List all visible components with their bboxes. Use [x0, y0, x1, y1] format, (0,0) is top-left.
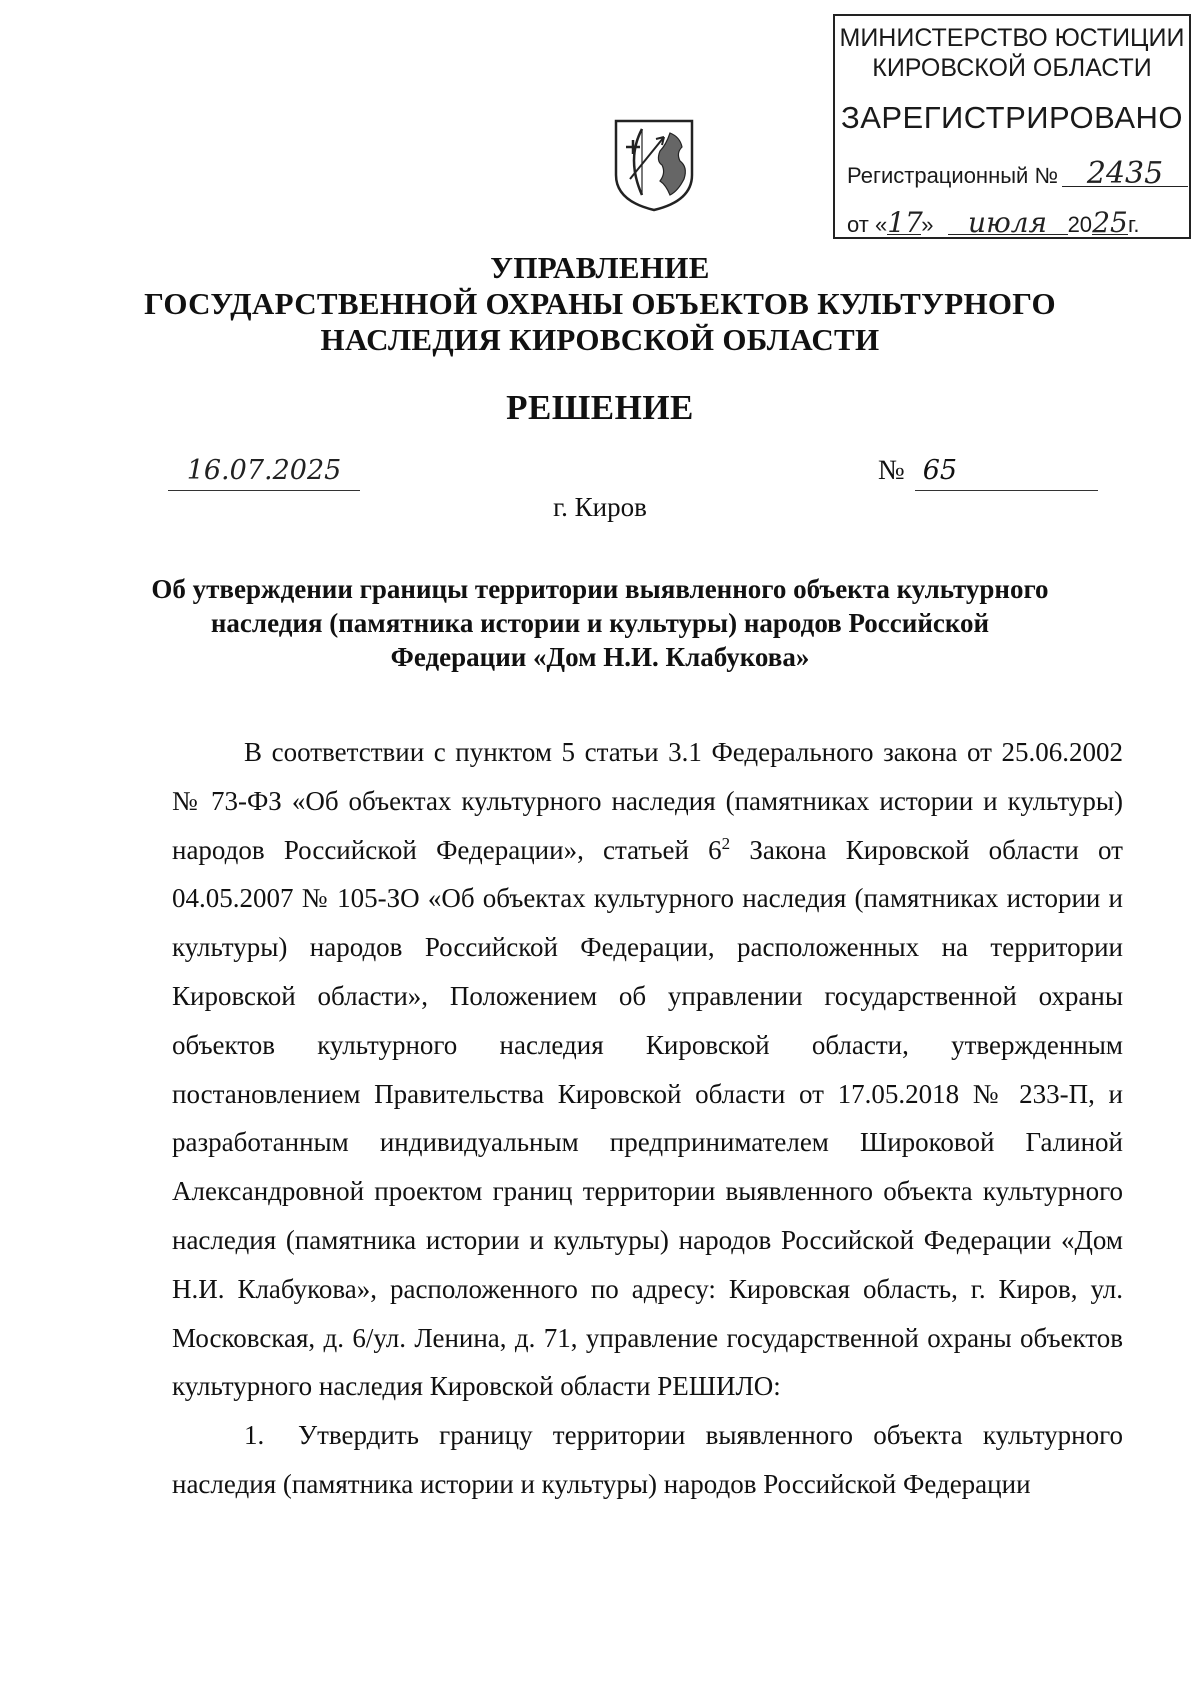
stamp-day: 17 [887, 206, 923, 239]
stamp-date-prefix: от « [847, 212, 888, 237]
preamble-paragraph [172, 728, 1123, 1411]
decision-body [172, 728, 1123, 1509]
stamp-region-line: КИРОВСКОЙ ОБЛАСТИ [872, 54, 1152, 82]
org-line-1: УПРАВЛЕНИЕ [490, 250, 710, 285]
resolution-item-1 [172, 1411, 1123, 1509]
stamp-year-prefix: 20 [1067, 212, 1093, 237]
kirov-coat-of-arms-icon [612, 117, 696, 213]
city-name: г. Киров [553, 492, 647, 522]
stamp-month: июля [948, 212, 1068, 235]
stamp-registration-row [847, 156, 1188, 191]
decision-date: 16.07.2025 [168, 452, 360, 491]
organization-name [0, 250, 1200, 358]
org-line-2: ГОСУДАРСТВЕННОЙ ОХРАНЫ ОБЪЕКТОВ КУЛЬТУРНОГО [144, 286, 1056, 321]
registration-stamp [833, 14, 1191, 239]
document-type-title: РЕШЕНИЕ [506, 388, 694, 427]
stamp-date-row [847, 206, 1140, 239]
preamble-text-1: В соответствии с пунктом 5 статьи 3.1 Федерального закона от 25.06.2002 № 73-ФЗ «Об объектах культурного наследия (памятниках истории и культуры) народов Российской Федерации», статьей 6 [172, 737, 1123, 865]
stamp-status: ЗАРЕГИСТРИРОВАНО [840, 100, 1183, 135]
item-text: Утвердить границу территории выявленного объекта культурного наследия (памятника истории и культуры) народов Российской Федерации [172, 1420, 1123, 1499]
decision-number-label: № [878, 455, 905, 486]
subject-line-3: Федерации «Дом Н.И. Клабукова» [390, 642, 810, 672]
decision-number: 65 [915, 452, 1098, 491]
decision-subject [0, 572, 1200, 674]
stamp-registration-label: Регистрационный № [847, 163, 1059, 188]
stamp-year-end: г. [1128, 212, 1140, 237]
stamp-year-suffix: 25 [1092, 206, 1128, 239]
preamble-text-2: Закона Кировской области от 04.05.2007 № 105-ЗО «Об объектах культурного наследия (памятниках истории и культуры) народов Российской Федерации, расположенных на территории Кировской области», Положением об управлении государственной охраны объектов культурного наследия Кировской области, утвержденным постановлением Правительства Кировской области от 17.05.2018 № 233-П, и разработанным индивидуальным предпринимателем Широковой Галиной Александровной проектом границ территории выявленного объекта культурного наследия (памятника истории и культуры) народов Российской Федерации «Дом Н.И. Клабукова», расположенного по адресу: Кировская область, г. Киров, ул. Московская, д. 6/ул. Ленина, д. 71, управление государственной охраны объектов культурного наследия Кировской области РЕШИЛО: [172, 834, 1123, 1402]
subject-line-1: Об утверждении границы территории выявленного объекта культурного [151, 574, 1049, 604]
org-line-3: НАСЛЕДИЯ КИРОВСКОЙ ОБЛАСТИ [320, 322, 880, 357]
subject-line-2: наследия (памятника истории и культуры) народов Российской [210, 608, 990, 638]
decision-number-row [878, 452, 1098, 491]
preamble-superscript: 2 [721, 833, 731, 853]
item-number: 1. [244, 1420, 265, 1451]
stamp-registration-number: 2435 [1062, 162, 1188, 187]
stamp-ministry-line: МИНИСТЕРСТВО ЮСТИЦИИ [839, 24, 1185, 52]
stamp-date-mid: » [921, 212, 934, 237]
